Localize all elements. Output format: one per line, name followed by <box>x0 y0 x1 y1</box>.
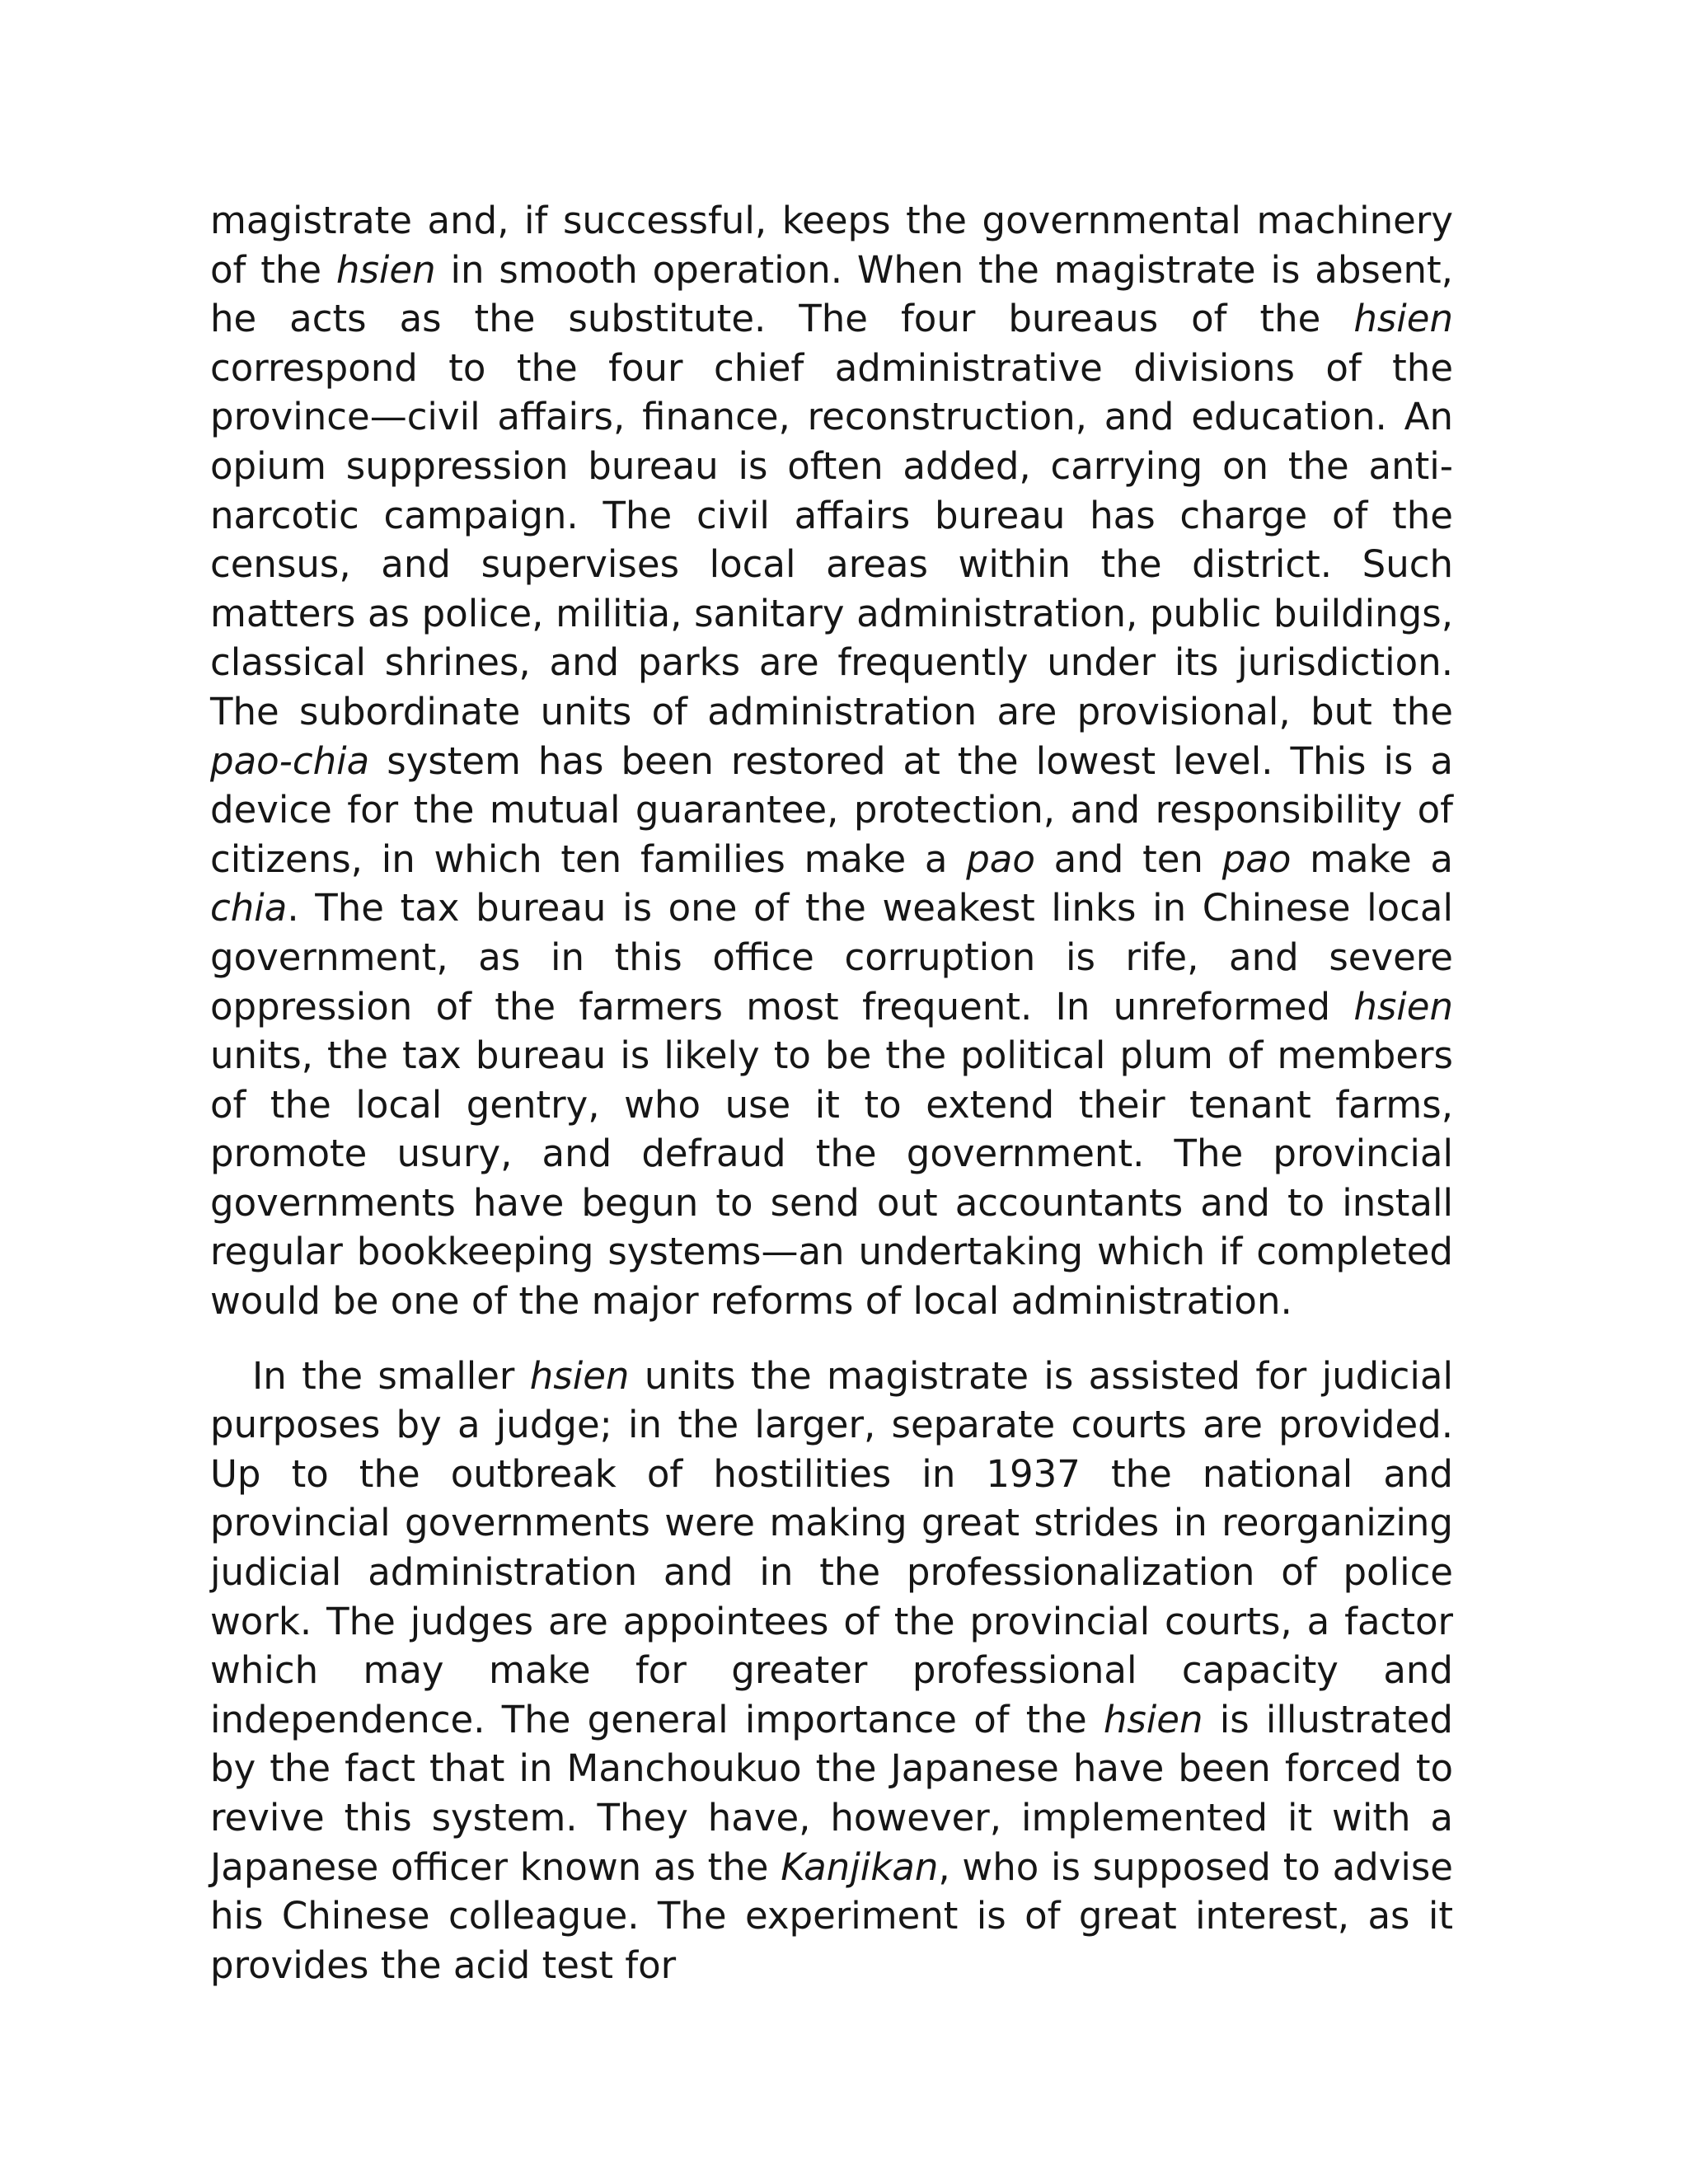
text-run: correspond to the four chief administrative divisions of the province—civil affairs, finance, reconstruction, and education. An opium suppression bureau is often added, carrying on the anti-narcotic campaign. The civil affairs bureau has charge of the census, and supervises local areas within the district. Such matters as police, militia, sanitary administration, public buildings, classical shrines, and parks are frequently under its jurisdiction. The subordinate units of administration are provisional, but the <box>210 345 1453 733</box>
text-run: , who is supposed to advise his Chinese colleague. The experiment is of great interest, as it provides the acid test for <box>210 1844 1453 1987</box>
italic-term: pao-chia <box>210 738 370 783</box>
text-run: . The tax bureau is one of the weakest links in Chinese local government, as in this office corruption is rife, and severe oppression of the farmers most frequent. In unreformed <box>210 886 1453 1029</box>
italic-term: hsien <box>529 1353 630 1398</box>
paragraph <box>210 1352 1453 1990</box>
text-run: and ten <box>1034 837 1222 881</box>
italic-term: hsien <box>335 247 436 292</box>
italic-term: pao <box>966 837 1035 881</box>
italic-term: Kanjikan <box>781 1844 939 1889</box>
text-run: in smooth operation. When the magistrate is absent, he acts as the substitute. The four bureaus of the <box>210 247 1453 341</box>
italic-term: hsien <box>1353 297 1453 341</box>
text-run: system has been restored at the lowest level. This is a device for the mutual guarantee, protection, and responsibility of citizens, in which ten families make a <box>210 738 1453 881</box>
italic-term: pao <box>1221 837 1292 881</box>
text-run: make a <box>1291 837 1453 881</box>
paragraph <box>210 196 1453 1326</box>
italic-term: hsien <box>1103 1697 1203 1741</box>
text-run: magistrate and, if successful, keeps the governmental machinery of the <box>210 199 1453 292</box>
text-run: units the magistrate is assisted for judicial purposes by a judge; in the larger, separate courts are provided. Up to the outbreak of hostilities in 1937 the national and provincial governments were making great strides in reorganizing judicial administration and in the professionalization of police work. The judges are appointees of the provincial courts, a factor which may make for greater professional capacity and independence. The general importance of the <box>210 1353 1453 1741</box>
italic-term: chia <box>210 886 288 930</box>
text-run: is illustrated by the fact that in Manchoukuo the Japanese have been forced to revive this system. They have, however, implemented it with a Japanese officer known as the <box>210 1697 1453 1889</box>
text-run: units, the tax bureau is likely to be the political plum of members of the local gentry, who use it to extend their tenant farms, promote usury, and defraud the government. The provincial governments have begun to send out accountants and to install regular bookkeeping systems—an undertaking which if completed would be one of the major reforms of local administration. <box>210 1033 1453 1324</box>
italic-term: hsien <box>1353 984 1453 1029</box>
text-run: In the smaller <box>252 1353 530 1398</box>
document-page <box>210 196 1453 1990</box>
